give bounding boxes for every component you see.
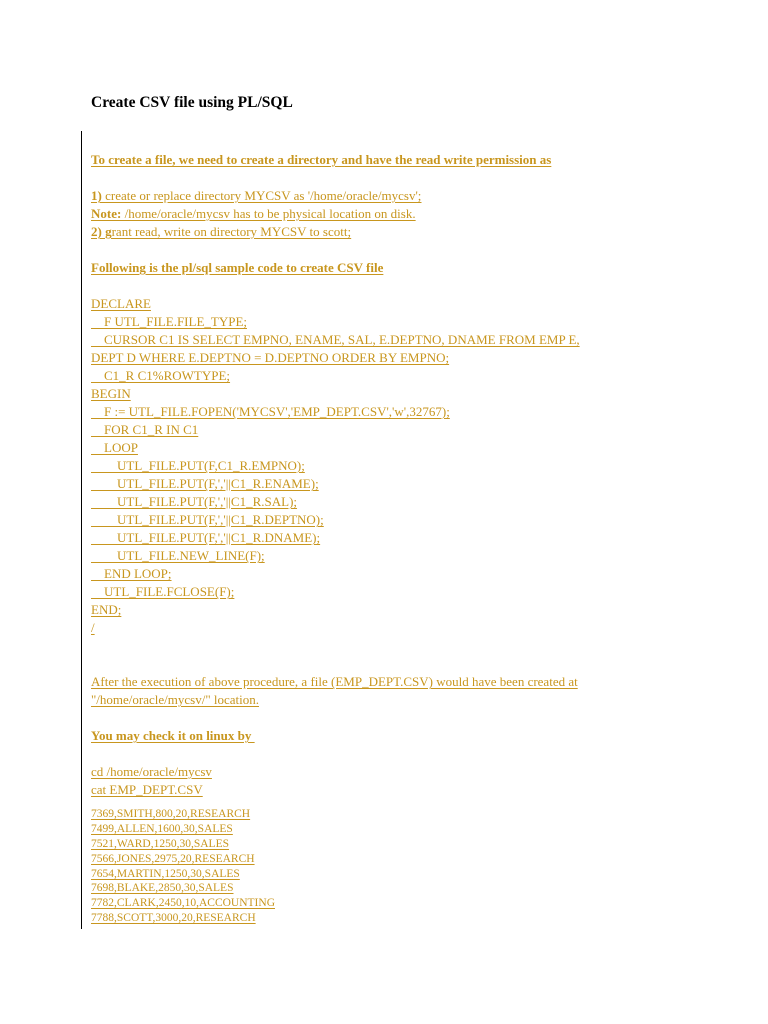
left-margin-rule	[81, 131, 82, 929]
step-label: 2) g	[91, 224, 112, 239]
step-label: 1)	[91, 188, 106, 203]
setup-steps	[91, 187, 731, 241]
code-line: END;	[91, 602, 122, 617]
step-label: Note:	[91, 206, 125, 221]
csv-row: 7499,ALLEN,1600,30,SALES	[91, 822, 233, 835]
code-line: DEPT D WHERE E.DEPTNO = D.DEPTNO ORDER BY EMPNO;	[91, 350, 450, 365]
step-line	[91, 205, 731, 223]
shell-commands	[91, 763, 731, 799]
code-line: F := UTL_FILE.FOPEN('MYCSV','EMP_DEPT.CSV','w',32767);	[91, 404, 450, 419]
plsql-code-block	[91, 295, 731, 637]
step-line	[91, 223, 731, 241]
csv-row: 7698,BLAKE,2850,30,SALES	[91, 882, 234, 895]
intro-heading: To create a file, we need to create a directory and have the read write permission as	[91, 152, 552, 167]
code-heading: Following is the pl/sql sample code to create CSV file	[91, 260, 384, 275]
code-line: F UTL_FILE.FILE_TYPE;	[91, 314, 247, 329]
step-line	[91, 187, 731, 205]
check-heading: You may check it on linux by	[91, 728, 255, 743]
code-line: UTL_FILE.FCLOSE(F);	[91, 584, 235, 599]
code-line: UTL_FILE.NEW_LINE(F);	[91, 548, 265, 563]
code-line: /	[91, 620, 95, 635]
csv-row: 7369,SMITH,800,20,RESEARCH	[91, 808, 251, 820]
note-line: "/home/oracle/mycsv/" location.	[91, 692, 260, 707]
step-text: /home/oracle/mycsv has to be physical location on disk.	[124, 206, 416, 221]
csv-row: 7521,WARD,1250,30,SALES	[91, 837, 230, 850]
after-execution-note	[91, 673, 731, 709]
step-text: rant read, write on directory MYCSV to scott;	[111, 224, 352, 239]
code-line: UTL_FILE.PUT(F,C1_R.EMPNO);	[91, 458, 305, 473]
shell-line: cat EMP_DEPT.CSV	[91, 782, 203, 797]
code-line: CURSOR C1 IS SELECT EMPNO, ENAME, SAL, E.DEPTNO, DNAME FROM EMP E,	[91, 332, 580, 347]
code-line: DECLARE	[91, 296, 151, 311]
note-line: After the execution of above procedure, a file (EMP_DEPT.CSV) would have been created at	[91, 674, 578, 689]
step-text: create or replace directory MYCSV as '/home/oracle/mycsv';	[105, 188, 422, 203]
code-line: C1_R C1%ROWTYPE;	[91, 368, 231, 383]
document-body	[91, 151, 731, 926]
code-line: LOOP	[91, 440, 138, 455]
shell-line: cd /home/oracle/mycsv	[91, 764, 212, 779]
csv-output	[91, 807, 731, 926]
code-line: UTL_FILE.PUT(F,','||C1_R.SAL);	[91, 494, 298, 509]
code-line: FOR C1_R IN C1	[91, 422, 199, 437]
code-line: UTL_FILE.PUT(F,','||C1_R.DNAME);	[91, 530, 321, 545]
csv-row: 7654,MARTIN,1250,30,SALES	[91, 867, 240, 880]
code-line: BEGIN	[91, 386, 131, 401]
csv-row: 7788,SCOTT,3000,20,RESEARCH	[91, 912, 256, 925]
page-title: Create CSV file using PL/SQL	[91, 94, 293, 111]
csv-row: 7782,CLARK,2450,10,ACCOUNTING	[91, 897, 275, 910]
csv-row: 7566,JONES,2975,20,RESEARCH	[91, 852, 255, 865]
code-line: END LOOP;	[91, 566, 172, 581]
code-line: UTL_FILE.PUT(F,','||C1_R.ENAME);	[91, 476, 319, 491]
code-line: UTL_FILE.PUT(F,','||C1_R.DEPTNO);	[91, 512, 324, 527]
